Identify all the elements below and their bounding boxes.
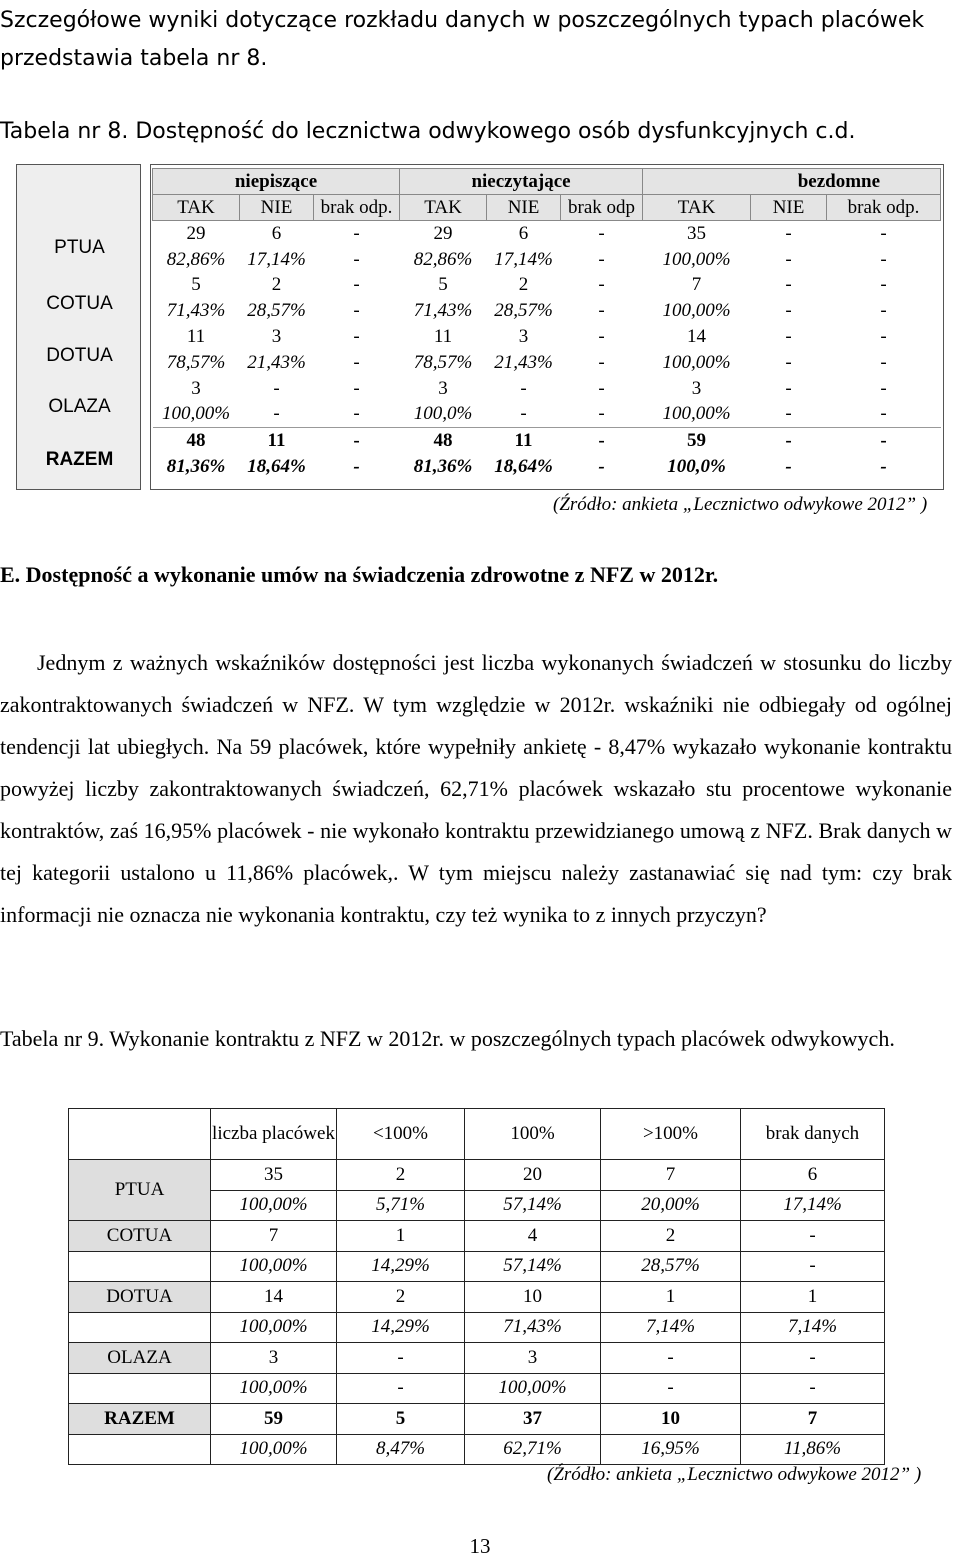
- table9-pct-cell: -: [741, 1251, 885, 1282]
- table8-cell: -: [785, 456, 792, 478]
- table8-cell: 71,43%: [166, 300, 226, 322]
- table8-row-labels: [16, 164, 141, 490]
- table8-cell: 2: [518, 274, 529, 296]
- table9-pct-cell: 7,14%: [601, 1312, 741, 1343]
- table8-cell: -: [598, 351, 605, 373]
- table8-cell: 5: [191, 274, 201, 296]
- table8-cell: -: [353, 326, 360, 348]
- table8-cell: -: [785, 326, 792, 348]
- table9: [68, 1108, 885, 1465]
- table-row: [153, 402, 941, 428]
- paragraph-text: Jednym z ważnych wskaźników dostępności jest liczba wykonanych świadczeń w stosunku do liczby zakontraktowanych świadczeń w NFZ. W tym względzie w 2012r. wskaźniki nie odbiegały od ogólnej tendencji lat ubiegłych. Na 59 placówek, które wypełniły ankietę - 8,47% wykazało wykonanie kontraktu powyżej liczby zakontraktowanych świadczeń, 62,71% placówek wskazało stu procentowe wykonanie kontraktów, zaś 16,95% placówek - nie wykonało kontraktu przewidzianego umową z NFZ. Brak danych w tej kategorii ustalono u 11,86% placówek,. W tym miejscu należy zastanawiać się nad tym: czy brak informacji nie oznacza nie wykonania kontraktu, czy też wynika to z innych przyczyn?: [0, 650, 952, 927]
- table8-cell: 78,57%: [413, 351, 473, 373]
- table8-cell: -: [353, 456, 360, 478]
- table9-empty-cell: [69, 1251, 211, 1282]
- table8-cell: 14: [687, 326, 707, 348]
- table9-pct-cell: 11,86%: [741, 1434, 885, 1465]
- table9-empty-cell: [69, 1312, 211, 1343]
- intro-text: Szczegółowe wyniki dotyczące rozkładu danych w poszczególnych typach placówek przedstawia tabela nr 8.: [0, 8, 925, 71]
- table8-cell: -: [353, 377, 360, 399]
- table8-cell: 100,0%: [667, 456, 726, 478]
- table8-group-header: nieczytające: [400, 169, 643, 195]
- table9-header: [69, 1109, 211, 1160]
- table9-row-label: COTUA: [69, 1221, 211, 1252]
- table8-cell: -: [353, 222, 360, 244]
- table8: [152, 168, 941, 480]
- table8-cell: 100,00%: [662, 351, 731, 373]
- table8-subheader: TAK: [153, 195, 240, 221]
- table8-cell: 3: [271, 326, 282, 348]
- table8-cell: -: [598, 326, 605, 348]
- table9-pct-cell: -: [741, 1373, 885, 1404]
- table8-cell: 100,0%: [413, 403, 473, 425]
- table8-cell: -: [880, 456, 887, 478]
- table-row: [69, 1160, 885, 1191]
- table8-cell: 11: [487, 428, 561, 454]
- table8-cell: 3: [518, 326, 529, 348]
- table9-pct-cell: 5,71%: [337, 1190, 465, 1221]
- table8-cell: -: [880, 377, 887, 399]
- table8-subheader: TAK: [643, 195, 751, 221]
- table-row: [69, 1312, 885, 1343]
- table8-cell: -: [598, 377, 605, 399]
- table8-caption: Tabela nr 8. Dostępność do lecznictwa odwykowego osób dysfunkcyjnych c.d.: [0, 119, 856, 144]
- table8-cell: 5: [438, 274, 448, 296]
- table8-label-ptua: PTUA: [54, 237, 105, 258]
- table8-cell: -: [785, 248, 792, 270]
- table8-cell: -: [598, 222, 605, 244]
- table8-cell: 100,00%: [662, 300, 731, 322]
- table9-count-cell: 5: [337, 1404, 465, 1435]
- table-row: [69, 1251, 885, 1282]
- table9-count-cell: -: [337, 1343, 465, 1374]
- table8-cell: 28,57%: [247, 300, 306, 322]
- table8-cell: -: [273, 377, 280, 399]
- table8-cell: -: [598, 403, 605, 425]
- table8-cell: 82,86%: [166, 248, 226, 270]
- table8-cell: -: [785, 351, 792, 373]
- table8-cell: -: [598, 274, 605, 296]
- table9-pct-cell: 20,00%: [601, 1190, 741, 1221]
- table8-subheader: brak odp: [561, 195, 643, 221]
- table8-cell: -: [880, 222, 887, 244]
- table8-cell: 29: [186, 222, 206, 244]
- table8-cell: -: [353, 274, 360, 296]
- table8-cell: -: [273, 403, 280, 425]
- table9-count-cell: 35: [211, 1160, 337, 1191]
- table8-cell: -: [880, 274, 887, 296]
- table9-pct-cell: -: [337, 1373, 465, 1404]
- table8-cell: 100,00%: [662, 248, 731, 270]
- table9-pct-cell: 62,71%: [465, 1434, 601, 1465]
- table9-empty-cell: [69, 1434, 211, 1465]
- table8-source: (Źródło: ankieta „Lecznictwo odwykowe 2012” ): [553, 494, 928, 515]
- table8-cell: 6: [271, 222, 282, 244]
- table8-cell: 3: [691, 377, 702, 399]
- table9-count-cell: 1: [601, 1282, 741, 1313]
- table9-count-cell: -: [601, 1343, 741, 1374]
- table-row: [153, 324, 941, 350]
- table-row: [153, 221, 941, 247]
- table9-caption: Tabela nr 9. Wykonanie kontraktu z NFZ w 2012r. w poszczególnych typach placówek odwykowych.: [0, 1026, 895, 1051]
- table8-cell: -: [785, 222, 792, 244]
- table8-cell: 82,86%: [413, 248, 473, 270]
- table8-subheader: NIE: [751, 195, 827, 221]
- table8-cell: -: [598, 456, 605, 478]
- table9-source: (Źródło: ankieta „Lecznictwo odwykowe 2012” ): [547, 1464, 922, 1485]
- table8-cell: -: [880, 248, 887, 270]
- table9-count-cell: 4: [465, 1221, 601, 1252]
- table9-count-cell: 7: [211, 1221, 337, 1252]
- table9-row-label: PTUA: [69, 1160, 211, 1221]
- table8-cell: -: [598, 300, 605, 322]
- table8-cell: -: [785, 274, 792, 296]
- table8-cell: -: [353, 351, 360, 373]
- table-row: [153, 273, 941, 299]
- table8-cell: -: [353, 403, 360, 425]
- table9-pct-cell: 8,47%: [337, 1434, 465, 1465]
- table-row: [69, 1282, 885, 1313]
- table8-cell: -: [880, 351, 887, 373]
- table8-cell: -: [353, 300, 360, 322]
- table-row: [153, 350, 941, 376]
- table9-pct-cell: 57,14%: [465, 1251, 601, 1282]
- table8-cell: -: [785, 300, 792, 322]
- table9-row-label: OLAZA: [69, 1343, 211, 1374]
- table9-header: <100%: [337, 1109, 465, 1160]
- table9-count-cell: -: [741, 1343, 885, 1374]
- table9-empty-cell: [69, 1373, 211, 1404]
- table8-cell: -: [827, 428, 941, 454]
- table8-cell: -: [520, 403, 527, 425]
- table9-row-label: DOTUA: [69, 1282, 211, 1313]
- table-row: [69, 1343, 885, 1374]
- table8-cell: 21,43%: [494, 351, 553, 373]
- table9-count-cell: 2: [337, 1282, 465, 1313]
- table8-subheader: TAK: [400, 195, 487, 221]
- table8-group-header: bezdomne: [643, 169, 941, 195]
- table8-cell: 100,00%: [662, 403, 731, 425]
- table8-subheader: brak odp.: [827, 195, 941, 221]
- table8-cell: -: [353, 248, 360, 270]
- table9-pct-cell: 7,14%: [741, 1312, 885, 1343]
- table9-pct-cell: 14,29%: [337, 1251, 465, 1282]
- table8-label-cotua: COTUA: [46, 293, 113, 314]
- body-paragraph: [0, 642, 952, 936]
- table9-count-cell: 3: [465, 1343, 601, 1374]
- table8-cell: -: [785, 403, 792, 425]
- table8-cell: 11: [240, 428, 314, 454]
- table8-cell: 21,43%: [247, 351, 306, 373]
- table9-count-cell: 10: [601, 1404, 741, 1435]
- table8-cell: 11: [433, 326, 453, 348]
- table8-cell: 11: [186, 326, 206, 348]
- table8-cell: -: [880, 326, 887, 348]
- table9-count-cell: 10: [465, 1282, 601, 1313]
- table9-pct-cell: 100,00%: [211, 1190, 337, 1221]
- table8-cell: 18,64%: [247, 456, 306, 478]
- table9-row-label: RAZEM: [69, 1404, 211, 1435]
- table9-pct-cell: 100,00%: [465, 1373, 601, 1404]
- table-row: [153, 454, 941, 480]
- table8-group-header: niepiszące: [153, 169, 400, 195]
- table9-pct-cell: 71,43%: [465, 1312, 601, 1343]
- table-row: [153, 376, 941, 402]
- table8-cell: 48: [153, 428, 240, 454]
- table9-count-cell: 2: [601, 1221, 741, 1252]
- table9-header: >100%: [601, 1109, 741, 1160]
- table8-cell: 6: [518, 222, 529, 244]
- table8-cell: -: [880, 403, 887, 425]
- table8-cell: -: [880, 300, 887, 322]
- table8-cell: 81,36%: [166, 456, 226, 478]
- table9-count-cell: 2: [337, 1160, 465, 1191]
- table9-pct-cell: 16,95%: [601, 1434, 741, 1465]
- table9-pct-cell: 14,29%: [337, 1312, 465, 1343]
- table-row: [69, 1404, 885, 1435]
- table-row: [153, 298, 941, 324]
- table9-pct-cell: 17,14%: [741, 1190, 885, 1221]
- table9-count-cell: 20: [465, 1160, 601, 1191]
- table9-count-cell: 1: [741, 1282, 885, 1313]
- table8-cell: 17,14%: [247, 248, 306, 270]
- table8-cell: 71,43%: [413, 300, 473, 322]
- table8-cell: 18,64%: [494, 456, 553, 478]
- table9-count-cell: 59: [211, 1404, 337, 1435]
- table8-cell: -: [520, 377, 527, 399]
- table8-cell: 7: [691, 274, 702, 296]
- table8-cell: -: [785, 377, 792, 399]
- table8-cell: 29: [433, 222, 453, 244]
- table8-subheader: NIE: [487, 195, 561, 221]
- table8-cell: 17,14%: [494, 248, 553, 270]
- table9-pct-cell: 100,00%: [211, 1251, 337, 1282]
- table-row: [69, 1434, 885, 1465]
- table-row: [153, 428, 941, 454]
- table-row: [153, 247, 941, 273]
- table8-cell: 100,00%: [161, 403, 231, 425]
- table9-header: brak danych: [741, 1109, 885, 1160]
- table8-subheader: brak odp.: [314, 195, 400, 221]
- table9-header: 100%: [465, 1109, 601, 1160]
- table9-count-cell: 14: [211, 1282, 337, 1313]
- table8-label-razem: RAZEM: [45, 449, 114, 470]
- table9-count-cell: 1: [337, 1221, 465, 1252]
- table9-count-cell: 6: [741, 1160, 885, 1191]
- table8-cell: -: [561, 428, 643, 454]
- table9-pct-cell: 28,57%: [601, 1251, 741, 1282]
- page-number: 13: [469, 1534, 491, 1558]
- table8-cell: -: [314, 428, 400, 454]
- section-heading: E. Dostępność a wykonanie umów na świadczenia zdrowotne z NFZ w 2012r.: [0, 562, 719, 587]
- table8-cell: 78,57%: [166, 351, 226, 373]
- table8-cell: 59: [643, 428, 751, 454]
- table9-header: liczba placówek: [211, 1109, 337, 1160]
- table8-cell: 35: [687, 222, 707, 244]
- table-row: [69, 1221, 885, 1252]
- table9-pct-cell: 100,00%: [211, 1373, 337, 1404]
- table8-cell: -: [751, 428, 827, 454]
- table9-count-cell: 3: [211, 1343, 337, 1374]
- table9-count-cell: -: [741, 1221, 885, 1252]
- table8-cell: -: [598, 248, 605, 270]
- table9-count-cell: 37: [465, 1404, 601, 1435]
- table9-count-cell: 7: [601, 1160, 741, 1191]
- table8-label-dotua: DOTUA: [46, 345, 113, 366]
- table9-pct-cell: 57,14%: [465, 1190, 601, 1221]
- table9-pct-cell: 100,00%: [211, 1434, 337, 1465]
- table9-pct-cell: 100,00%: [211, 1312, 337, 1343]
- table9-count-cell: 7: [741, 1404, 885, 1435]
- table8-subheader: NIE: [240, 195, 314, 221]
- table8-label-olaza: OLAZA: [48, 396, 111, 417]
- table9-pct-cell: -: [601, 1373, 741, 1404]
- table8-cell: 3: [191, 377, 201, 399]
- table8-cell: 48: [400, 428, 487, 454]
- table8-cell: 3: [438, 377, 448, 399]
- table8-cell: 28,57%: [494, 300, 553, 322]
- table8-cell: 2: [271, 274, 282, 296]
- table8-cell: 81,36%: [413, 456, 473, 478]
- table-row: [69, 1373, 885, 1404]
